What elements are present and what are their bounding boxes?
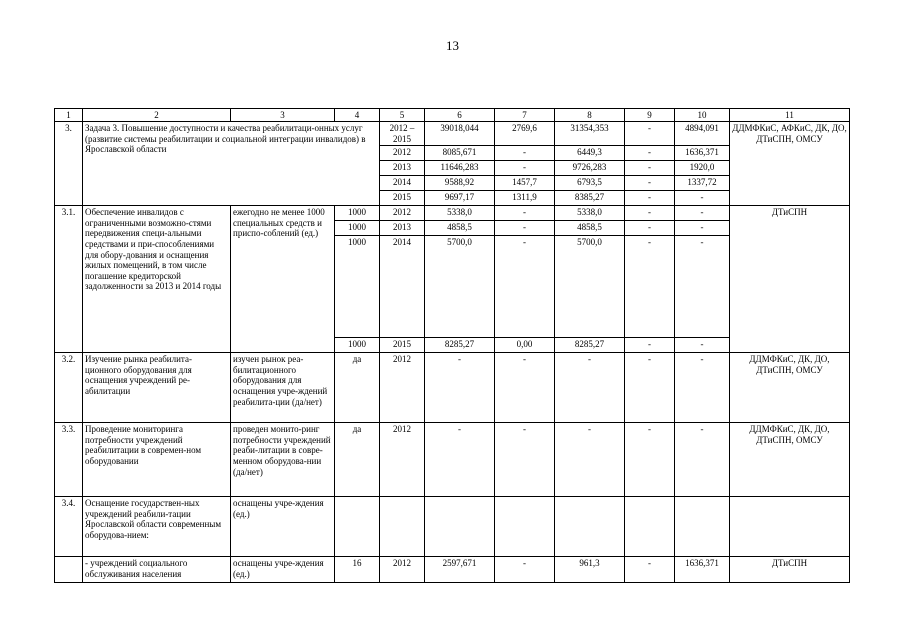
total-value: 5338,0: [425, 206, 495, 221]
item-name: Изучение рынка реабилита-ционного оборудования для оснащения учреждений ре-абилитации: [83, 353, 231, 423]
empty-cell: [555, 497, 625, 557]
total-value: 2597,671: [425, 557, 495, 583]
total-value: 8085,671: [425, 146, 495, 161]
local-value: -: [625, 423, 675, 497]
indicator-value: 16: [335, 557, 380, 583]
item-name: - учреждений социального обслуживания населения: [83, 557, 231, 583]
year: 2012: [380, 206, 425, 221]
empty-cell: [425, 497, 495, 557]
federal-value: -: [495, 161, 555, 176]
executors: ДДМФКиС, ДК, ДО, ДТиСПН, ОМСУ: [730, 423, 850, 497]
other-value: -: [675, 353, 730, 423]
task-title: Задача 3. Повышение доступности и качества реабилитаци-онных услуг (развитие системы реабилитации и социальной интеграции инвалидов) в Ярославской области: [83, 122, 380, 206]
federal-value: 0,00: [495, 338, 555, 353]
executors: ДТиСПН: [730, 557, 850, 583]
local-value: -: [625, 161, 675, 176]
header-row: [55, 109, 850, 122]
regional-value: 8385,27: [555, 191, 625, 206]
table-row: [55, 557, 850, 583]
other-value: 1337,72: [675, 176, 730, 191]
regional-value: 6793,5: [555, 176, 625, 191]
header-cell: 10: [675, 109, 730, 122]
regional-value: 5338,0: [555, 206, 625, 221]
total-value: 5700,0: [425, 236, 495, 338]
other-value: 4894,091: [675, 122, 730, 146]
indicator: проведен монито-ринг потребности учреждений реаби-литации в совре-менном оборудова-нии (да/нет): [231, 423, 335, 497]
indicator: изучен рынок реа-билитационного оборудования для оснащения учре-ждений реабилита-ции (да/нет): [231, 353, 335, 423]
other-value: -: [675, 338, 730, 353]
year: 2014: [380, 236, 425, 338]
other-value: -: [675, 221, 730, 236]
local-value: -: [625, 353, 675, 423]
year: 2012: [380, 423, 425, 497]
header-cell: 8: [555, 109, 625, 122]
total-value: 4858,5: [425, 221, 495, 236]
regional-value: 31354,353: [555, 122, 625, 146]
other-value: 1920,0: [675, 161, 730, 176]
regional-value: 8285,27: [555, 338, 625, 353]
table-row: [55, 122, 850, 146]
total-value: 9588,92: [425, 176, 495, 191]
indicator-value: 1000: [335, 236, 380, 338]
header-cell: 2: [83, 109, 231, 122]
federal-value: 2769,6: [495, 122, 555, 146]
regional-value: 9726,283: [555, 161, 625, 176]
local-value: -: [625, 176, 675, 191]
year: 2014: [380, 176, 425, 191]
row-number: 3.1.: [55, 206, 83, 353]
federal-value: 1457,7: [495, 176, 555, 191]
year: 2013: [380, 161, 425, 176]
other-value: -: [675, 206, 730, 221]
program-table: [54, 108, 850, 583]
year: 2012: [380, 146, 425, 161]
local-value: -: [625, 122, 675, 146]
federal-value: -: [495, 353, 555, 423]
row-number: 3.: [55, 122, 83, 206]
executors: ДТиСПН: [730, 206, 850, 353]
federal-value: -: [495, 236, 555, 338]
federal-value: -: [495, 221, 555, 236]
local-value: -: [625, 338, 675, 353]
federal-value: -: [495, 557, 555, 583]
year: 2015: [380, 191, 425, 206]
regional-value: 961,3: [555, 557, 625, 583]
regional-value: 6449,3: [555, 146, 625, 161]
total-value: -: [425, 423, 495, 497]
local-value: -: [625, 146, 675, 161]
empty-cell: [495, 497, 555, 557]
header-cell: 7: [495, 109, 555, 122]
header-cell: 4: [335, 109, 380, 122]
empty-cell: [380, 497, 425, 557]
other-value: -: [675, 423, 730, 497]
row-number: 3.3.: [55, 423, 83, 497]
other-value: 1636,371: [675, 557, 730, 583]
header-cell: 3: [231, 109, 335, 122]
indicator: оснащены учре-ждения (ед.): [231, 497, 335, 557]
header-cell: 5: [380, 109, 425, 122]
row-number: 3.4.: [55, 497, 83, 557]
indicator-value: 1000: [335, 221, 380, 236]
empty-cell: [55, 557, 83, 583]
total-value: 11646,283: [425, 161, 495, 176]
header-cell: 9: [625, 109, 675, 122]
empty-cell: [675, 497, 730, 557]
indicator: ежегодно не менее 1000 специальных средств и приспо-соблений (ед.): [231, 206, 335, 353]
header-cell: 6: [425, 109, 495, 122]
other-value: -: [675, 236, 730, 338]
executors: ДДМФКиС, ДК, ДО, ДТиСПН, ОМСУ: [730, 353, 850, 423]
regional-value: -: [555, 423, 625, 497]
year: 2013: [380, 221, 425, 236]
total-value: 39018,044: [425, 122, 495, 146]
local-value: -: [625, 221, 675, 236]
empty-cell: [625, 497, 675, 557]
federal-value: -: [495, 146, 555, 161]
indicator: оснащены учре-ждения (ед.): [231, 557, 335, 583]
regional-value: 5700,0: [555, 236, 625, 338]
empty-cell: [335, 497, 380, 557]
regional-value: 4858,5: [555, 221, 625, 236]
federal-value: -: [495, 206, 555, 221]
year: 2015: [380, 338, 425, 353]
local-value: -: [625, 191, 675, 206]
indicator-value: 1000: [335, 338, 380, 353]
indicator-value: 1000: [335, 206, 380, 221]
header-cell: 11: [730, 109, 850, 122]
federal-value: 1311,9: [495, 191, 555, 206]
item-name: Проведение мониторинга потребности учреждений реабилитации в современ-ном оборудовании: [83, 423, 231, 497]
year: 2012: [380, 353, 425, 423]
local-value: -: [625, 206, 675, 221]
federal-value: -: [495, 423, 555, 497]
table-row: [55, 497, 850, 557]
local-value: -: [625, 236, 675, 338]
table-row: [55, 353, 850, 423]
regional-value: -: [555, 353, 625, 423]
empty-cell: [730, 497, 850, 557]
local-value: -: [625, 557, 675, 583]
total-value: 9697,17: [425, 191, 495, 206]
item-name: Обеспечение инвалидов с ограниченными возможно-стями передвижения специ-альными средствами и при-способлениями для обору-дования и оснащения жилых помещений, в том числе погашение кредиторской задолженности за 2013 и 2014 годы: [83, 206, 231, 353]
total-value: 8285,27: [425, 338, 495, 353]
table-row: [55, 423, 850, 497]
page-number: 13: [446, 38, 459, 53]
year-range: 2012 – 2015: [380, 122, 425, 146]
item-name: Оснащение государствен-ных учреждений реабили-тации Ярославской области современным оборудова-нием:: [83, 497, 231, 557]
other-value: -: [675, 191, 730, 206]
header-cell: 1: [55, 109, 83, 122]
row-number: 3.2.: [55, 353, 83, 423]
total-value: -: [425, 353, 495, 423]
table-row: [55, 206, 850, 221]
indicator-value: да: [335, 353, 380, 423]
year: 2012: [380, 557, 425, 583]
executors: ДДМФКиС, АФКиС, ДК, ДО, ДТиСПН, ОМСУ: [730, 122, 850, 206]
indicator-value: да: [335, 423, 380, 497]
other-value: 1636,371: [675, 146, 730, 161]
